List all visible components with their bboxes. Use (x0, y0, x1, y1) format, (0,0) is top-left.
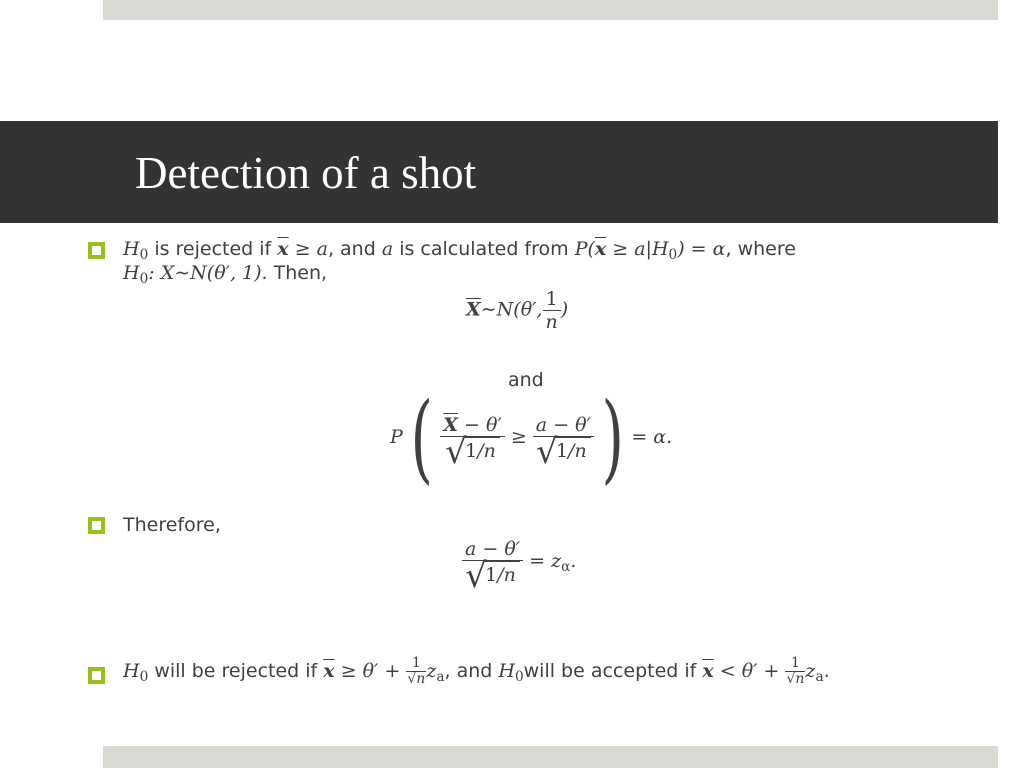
top-decorative-band (103, 0, 998, 20)
bullet-1-line-1: $H_0$ is rejected if $\overline{x} \ge a$, and a is calculated from $P(\overline{x} \ge a|H_0) = \alpha$, where (123, 238, 796, 264)
bullet-marker-3 (88, 667, 105, 684)
bullet-3-text: $H_0$ will be rejected if $\overline{x} \ge \theta'$ + $\frac{1}{√n}$ $z_a$, and $H_0will$ be accepted if $\overline{x} < \theta'$ + $\frac{1}{√n}$ $z_a$. (123, 655, 830, 687)
bullet-marker-1 (88, 242, 105, 259)
equation-critical-value: a − θ′ √ 1/n = $z_\alpha$. (462, 538, 576, 586)
bottom-decorative-band (103, 746, 998, 768)
bullet-marker-2 (88, 517, 105, 534)
and-text: and (508, 369, 544, 391)
equation-probability-standardized: P( $\overline{X} - \theta'$ √ 1/n ≥ a − θ′ √ 1/n ) = α. (390, 382, 673, 494)
bullet-1-line-2: $H_0$: X∼N(θ′, 1). Then, (123, 262, 328, 288)
equation-sample-mean-distribution: $\overline{X}\sim N(\theta'$, $\frac{1}{n}$ ) (466, 288, 569, 333)
bullet-2-text: Therefore, (123, 514, 221, 536)
slide-title: Detection of a shot (135, 148, 477, 198)
